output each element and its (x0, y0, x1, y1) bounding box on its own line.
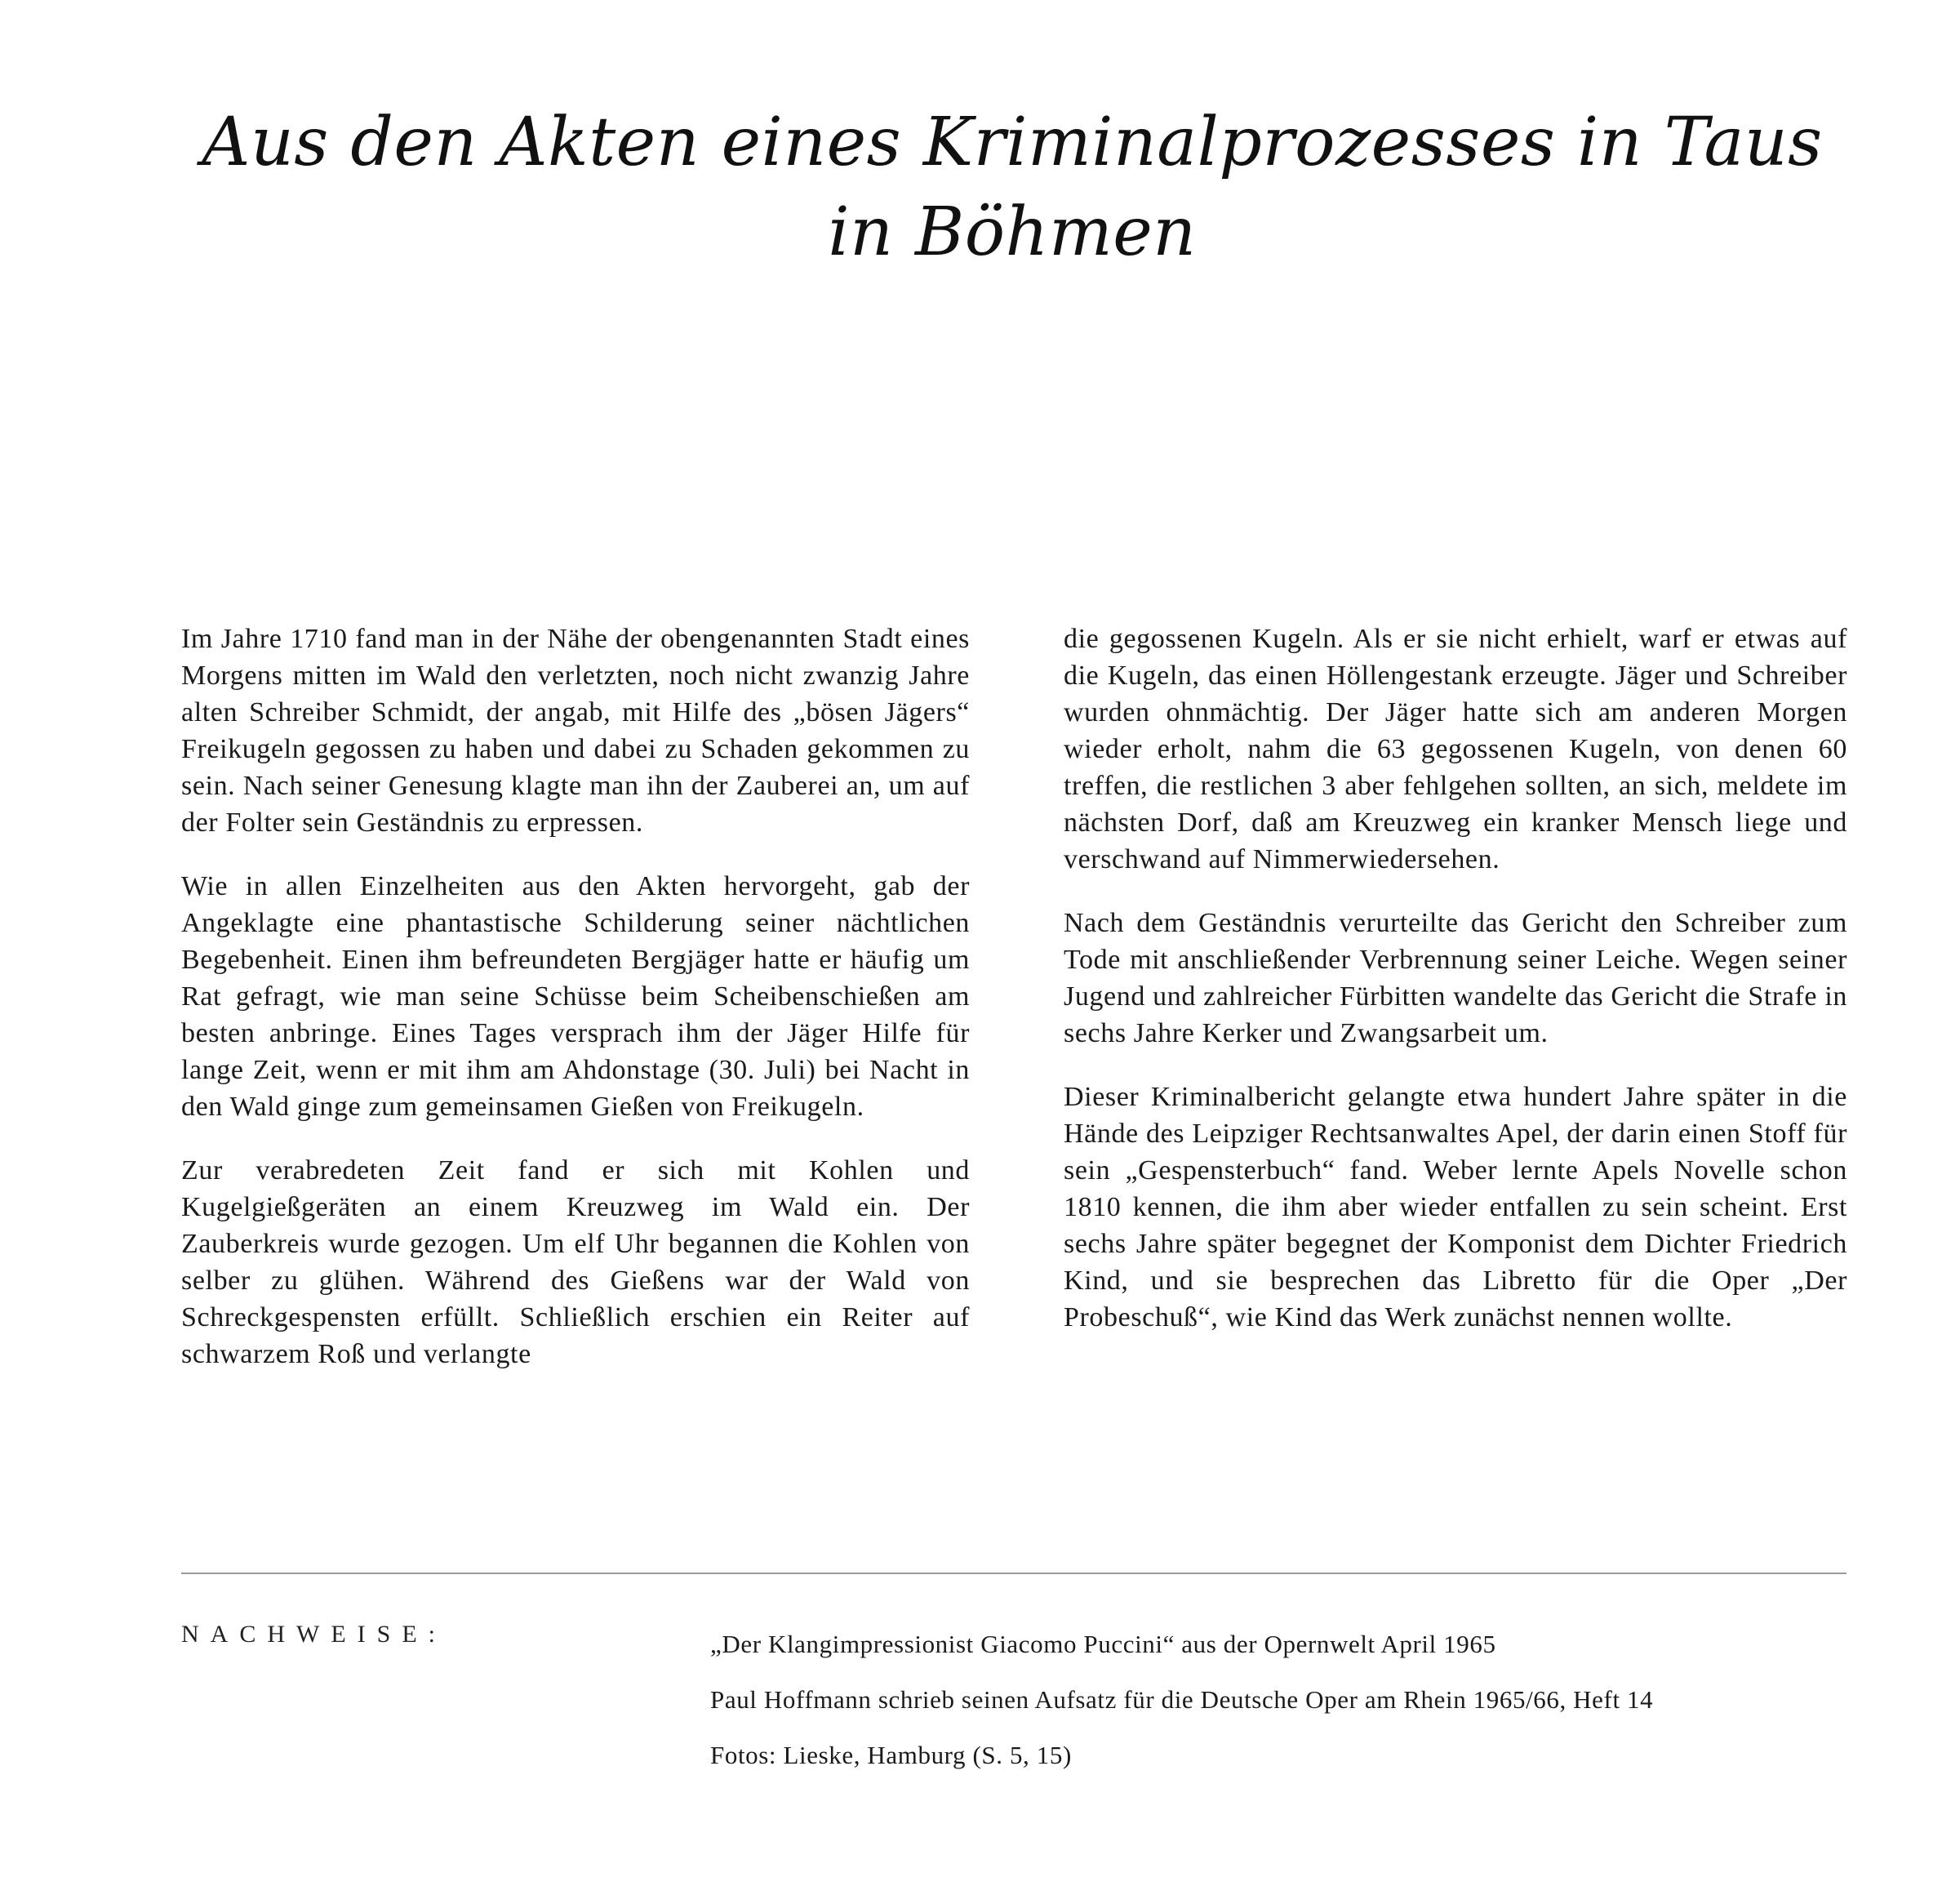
source-item: Fotos: Lieske, Hamburg (S. 5, 15) (710, 1741, 1072, 1769)
paragraph: die gegossenen Kugeln. Als er sie nicht erhielt, warf er etwas auf die Kugeln, das einen Höllengestank erzeugte. Jäger und Schreiber wurden ohnmächtig. Der Jäger hatte sich am anderen Morgen wieder erholt, nahm die 63 gegossenen Kugeln, von denen 60 treffen, die restlichen 3 aber fehlgehen sollten, an sich, meldete im nächsten Dorf, daß am Kreuzweg ein kranker Mensch liege und verschwand auf Nimmerwiedersehen. (1064, 624, 1847, 874)
paragraph: Nach dem Geständnis verurteilte das Gericht den Schreiber zum Tode mit anschließender Verbrennung seiner Leiche. Wegen seiner Jugend und zahlreicher Fürbitten wandelte das Gericht die Strafe in sechs Jahre Kerker und Zwangsarbeit um. (1064, 908, 1847, 1048)
right-column (1064, 621, 1847, 1363)
source-item: „Der Klangimpressionist Giacomo Puccini“ aus der Opernwelt April 1965 (710, 1630, 1496, 1658)
source-item: Paul Hoffmann schrieb seinen Aufsatz für die Deutsche Oper am Rhein 1965/66, Heft 14 (710, 1685, 1654, 1714)
page-title: Aus den Akten eines Kriminalprozesses in Taus in Böhmen (202, 104, 1823, 271)
sources-list (710, 1617, 1861, 1783)
paragraph: Wie in allen Einzelheiten aus den Akten hervorgeht, gab der Angeklagte eine phantastische Schilderung seiner nächtlichen Begebenheit. Einen ihm befreundeten Bergjäger hatte er häufig um Rat gefragt, wie man seine Schüsse beim Scheibenschießen am besten anbringe. Eines Tages versprach ihm der Jäger Hilfe für lange Zeit, wenn er mit ihm am Ahdonstage (30. Juli) bei Nacht in den Wald ginge zum gemeinsamen Gießen von Freikugeln. (181, 871, 970, 1122)
paragraph: Dieser Kriminalbericht gelangte etwa hundert Jahre später in die Hände des Leipziger Rechtsanwaltes Apel, der darin einen Stoff für sein „Gespensterbuch“ fand. Weber lernte Apels Novelle schon 1810 kennen, die ihm aber wieder entfallen zu sein scheint. Erst sechs Jahre später begegnet der Komponist dem Dichter Friedrich Kind, und sie besprechen das Libretto für die Oper „Der Probeschuß“, wie Kind das Werk zunächst nennen wollte. (1064, 1082, 1847, 1332)
sources-label: NACHWEISE: (181, 1621, 447, 1648)
left-column (181, 621, 970, 1399)
paragraph: Zur verabredeten Zeit fand er sich mit Kohlen und Kugelgießgeräten an einem Kreuzweg im Wald ein. Der Zauberkreis wurde gezogen. Um elf Uhr begannen die Kohlen von selber zu glühen. Während des Gießens war der Wald von Schreckgespensten erfüllt. Schließlich erschien ein Reiter auf schwarzem Roß und verlangte (181, 1155, 970, 1369)
paragraph: Im Jahre 1710 fand man in der Nähe der obengenannten Stadt eines Morgens mitten im Wald den verletzten, noch nicht zwanzig Jahre alten Schreiber Schmidt, der angab, mit Hilfe des „bösen Jägers“ Freikugeln gegossen zu haben und dabei zu Schaden gekommen zu sein. Nach seiner Genesung klagte man ihn der Zauberei an, um auf der Folter sein Geständnis zu erpressen. (181, 624, 970, 838)
divider (181, 1573, 1846, 1574)
